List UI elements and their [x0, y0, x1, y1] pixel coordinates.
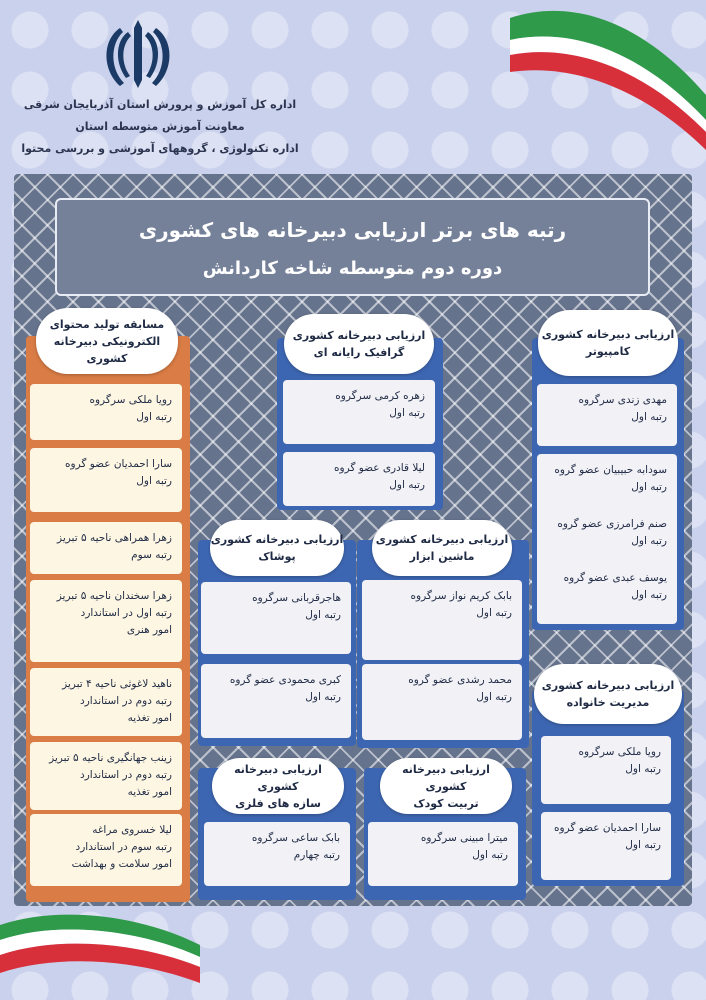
content-title-line2: الکترونیکی دبیرخانه کشوری [53, 334, 161, 365]
childcare-title-line2: تربیت کودک [413, 796, 479, 810]
card-line: یوسف عبدی عضو گروه [563, 572, 667, 584]
metal-card-1 [204, 822, 350, 886]
card-line: رتبه اول [476, 607, 512, 619]
clothing-panel-title [210, 520, 344, 576]
card-line: رتبه اول [631, 481, 667, 493]
card-line: رتبه چهارم [293, 849, 340, 861]
card-line: لیلا قادری عضو گروه [334, 462, 425, 474]
graphics-title-line1: ارزیابی دبیرخانه کشوری [292, 329, 426, 342]
card-line: زینب جهانگیری ناحیه ۵ تبریز [49, 752, 172, 764]
content-card-5 [30, 668, 182, 736]
organization-header [20, 10, 300, 160]
childcare-panel-title [380, 758, 512, 814]
computer-card-2 [537, 454, 677, 624]
card-line: بابک کریم نواز سرگروه [410, 590, 512, 602]
card-line: امور تغذیه [127, 712, 172, 724]
card-line: سارا احمدیان عضو گروه [65, 458, 172, 470]
header-line-2: معاونت آموزش متوسطه استان [75, 120, 245, 133]
card-line: ناهید لاغوثی ناحیه ۴ تبریز [62, 678, 172, 690]
computer-title-line1: ارزیابی دبیرخانه کشوری [541, 328, 675, 341]
content-card-7 [30, 814, 182, 886]
card-line: رتبه اول [305, 609, 341, 621]
content-card-2 [30, 448, 182, 512]
card-line: سارا احمدیان عضو گروه [554, 822, 661, 834]
clothing-title-line2: پوشاک [258, 550, 296, 563]
card-line: میترا مبینی سرگروه [420, 832, 508, 844]
content-card-4 [30, 580, 182, 662]
content-card-6 [30, 742, 182, 810]
card-line: رتبه اول [625, 763, 661, 775]
card-line: سودابه حبیبیان عضو گروه [554, 464, 667, 476]
header-line-1: اداره کل آموزش و پرورش استان آذربایجان شرقی [23, 98, 297, 111]
content-card-3 [30, 522, 182, 574]
card-line: بابک ساعی سرگروه [251, 832, 340, 844]
clothing-card-2 [201, 664, 351, 738]
graphics-panel-title [284, 314, 434, 374]
computer-card-1 [537, 384, 677, 446]
content-card-1 [30, 384, 182, 440]
content-panel-title [36, 308, 178, 374]
childcare-card-1 [368, 822, 518, 886]
computer-title-line2: کامپیوتر [585, 345, 631, 358]
family-panel-title [534, 664, 682, 724]
card-line: رتبه سوم در استاندارد [75, 841, 172, 853]
card-line: مهدی زندی سرگروه [578, 394, 667, 406]
card-line: صنم فرامرزی عضو گروه [557, 518, 667, 530]
card-line: زهرا سخندان ناحیه ۵ تبریز [56, 590, 172, 602]
card-line: هاجرقربانی سرگروه [252, 592, 341, 604]
card-line: رتبه اول [476, 691, 512, 703]
card-line: رتبه اول [305, 691, 341, 703]
family-card-2 [541, 812, 671, 880]
clothing-card-1 [201, 582, 351, 654]
graphics-card-2 [283, 452, 435, 506]
machine-tools-card-2 [362, 664, 522, 740]
card-line: رتبه اول [136, 411, 172, 423]
card-line: رتبه اول [136, 475, 172, 487]
card-line: زهره کرمی سرگروه [335, 390, 425, 402]
machine-tools-title-line1: ارزیابی دبیرخانه کشوری [375, 533, 509, 546]
metal-title-line1: ارزیابی دبیرخانه کشوری [234, 762, 322, 793]
card-line: رتبه اول [631, 589, 667, 601]
card-line: امور تغذیه [127, 786, 172, 798]
iran-emblem-icon [98, 14, 178, 96]
family-card-1 [541, 736, 671, 804]
page-subtitle: دوره دوم متوسطه شاخه کاردانش [202, 258, 503, 279]
card-line: رتبه سوم [131, 549, 172, 561]
computer-panel-title [538, 310, 678, 376]
header-line-3: اداره تکنولوژی ، گروههای آموزشی و بررسی محتوا [21, 142, 299, 155]
childcare-title-line1: ارزیابی دبیرخانه کشوری [402, 762, 490, 793]
card-line: رویا ملکی سرگروه [89, 394, 172, 406]
family-title-line1: ارزیابی دبیرخانه کشوری [541, 679, 675, 692]
card-line: رتبه دوم در استاندارد [80, 695, 172, 707]
family-title-line2: مدیریت خانواده [566, 696, 650, 709]
card-line: رتبه دوم در استاندارد [80, 769, 172, 781]
card-line: محمد رشدی عضو گروه [408, 674, 512, 686]
card-line: امور هنری [126, 624, 172, 636]
metal-panel-title [212, 758, 344, 814]
machine-tools-title-line2: ماشین ابزار [409, 550, 475, 563]
clothing-title-line1: ارزیابی دبیرخانه کشوری [210, 533, 344, 546]
graphics-card-1 [283, 380, 435, 444]
page-title: رتبه های برتر ارزیابی دبیرخانه های کشوری [138, 218, 567, 242]
card-line: لیلا خسروی مراغه [92, 824, 172, 836]
card-line: رتبه اول [389, 407, 425, 419]
card-line: رتبه اول [389, 479, 425, 491]
card-line: رتبه اول [625, 839, 661, 851]
card-line: رویا ملکی سرگروه [578, 746, 661, 758]
card-line: رتبه اول [472, 849, 508, 861]
card-line: رتبه اول [631, 411, 667, 423]
card-line: رتبه اول در استاندارد [80, 607, 172, 619]
graphics-title-line2: گرافیک رایانه ای [313, 346, 405, 359]
main-title-box [55, 198, 650, 296]
machine-tools-card-1 [362, 580, 522, 660]
machine-tools-panel-title [372, 520, 512, 576]
card-line: زهرا همراهی ناحیه ۵ تبریز [57, 532, 172, 544]
card-line: رتبه اول [631, 535, 667, 547]
content-title-line1: مسابقه تولید محتوای [49, 317, 165, 331]
card-line: کبری محمودی عضو گروه [229, 674, 341, 686]
card-line: امور سلامت و بهداشت [71, 858, 172, 870]
metal-title-line2: سازه های فلزی [235, 796, 321, 810]
